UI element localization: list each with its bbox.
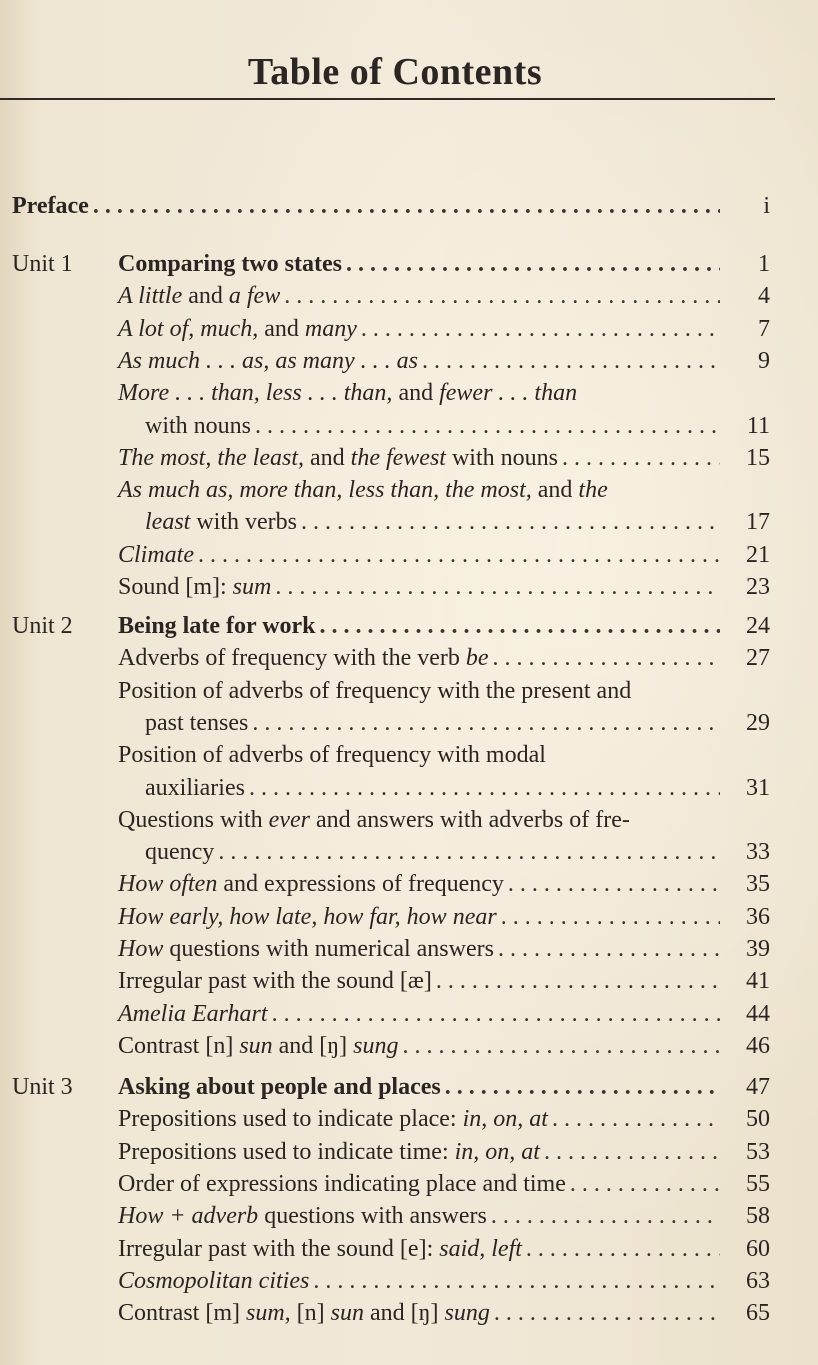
toc-row-entry <box>0 506 818 538</box>
dot-leader <box>493 642 720 674</box>
toc-row-entry <box>0 707 818 739</box>
page-number: 53 <box>746 1138 770 1165</box>
entry-text <box>118 868 724 900</box>
dot-leader <box>445 1071 720 1103</box>
entry-text <box>118 901 724 933</box>
toc-row-entry <box>0 474 818 506</box>
entry-label: A lot of, much, and many <box>118 315 357 342</box>
entry-label: More . . . than, less . . . than, and fewer . . . than <box>118 380 578 407</box>
unit-label: Unit 2 <box>12 613 73 639</box>
entry-label: Prepositions used to indicate time: in, on, at <box>118 1138 540 1165</box>
entry-label: Order of expressions indicating place and time <box>118 1170 566 1197</box>
page-number: 7 <box>758 315 770 342</box>
entry-text <box>118 313 724 345</box>
entry-text <box>145 506 724 538</box>
toc-row-entry <box>0 804 818 836</box>
toc-row-entry <box>0 539 818 571</box>
entry-text <box>118 474 724 506</box>
entry-label: past tenses <box>145 709 249 736</box>
entry-text <box>118 377 724 409</box>
page-number: 9 <box>758 347 770 374</box>
toc-row-preface <box>0 190 818 222</box>
dot-leader <box>313 1265 720 1297</box>
page-number: 11 <box>746 412 770 439</box>
entry-text <box>118 345 724 377</box>
toc-row-entry <box>0 280 818 312</box>
toc-row-entry <box>0 1168 818 1200</box>
page-number: 65 <box>746 1300 770 1327</box>
page-number: i <box>763 193 770 219</box>
entry-label: Irregular past with the sound [æ] <box>118 968 432 995</box>
toc-row-unit-heading <box>0 248 818 280</box>
toc-row-entry <box>0 868 818 900</box>
dot-leader <box>501 901 720 933</box>
entry-text <box>145 410 724 442</box>
entry-text <box>118 1168 724 1200</box>
toc-row-entry <box>0 442 818 474</box>
toc-row-entry <box>0 1136 818 1168</box>
entry-text <box>118 1297 724 1329</box>
toc-row-entry <box>0 410 818 442</box>
page-title: Table of Contents <box>247 51 543 93</box>
dot-leader <box>275 571 720 603</box>
page-number: 17 <box>746 509 770 536</box>
toc-row-entry <box>0 1030 818 1062</box>
entry-label: Asking about people and places <box>118 1074 441 1100</box>
entry-label: How early, how late, how far, how near <box>118 903 497 930</box>
toc-row-entry <box>0 313 818 345</box>
entry-text <box>118 1103 724 1135</box>
dot-leader <box>562 442 720 474</box>
page-number: 58 <box>746 1203 770 1230</box>
dot-leader <box>252 707 720 739</box>
entry-label: Adverbs of frequency with the verb be <box>118 645 489 672</box>
entry-label: with nouns <box>145 412 252 439</box>
dot-leader <box>361 313 720 345</box>
entry-text <box>145 772 724 804</box>
dot-leader <box>544 1136 720 1168</box>
dot-leader <box>255 410 720 442</box>
page-number: 24 <box>746 613 770 639</box>
dot-leader <box>284 280 720 312</box>
entry-label: quency <box>145 839 215 866</box>
dot-leader <box>93 190 720 222</box>
toc-row-entry <box>0 1103 818 1135</box>
entry-label: Amelia Earhart <box>118 1000 268 1027</box>
toc-row-unit-heading <box>0 1071 818 1103</box>
entry-label: Comparing two states <box>118 251 342 277</box>
entry-label: Preface <box>12 193 89 219</box>
page-number: 15 <box>746 444 770 471</box>
entry-label: Irregular past with the sound [e]: said, left <box>118 1235 522 1262</box>
entry-label: auxiliaries <box>145 774 245 801</box>
entry-label: Questions with ever and answers with adverbs of fre- <box>118 806 630 833</box>
dot-leader <box>526 1233 720 1265</box>
entry-label: How + adverb questions with answers <box>118 1203 487 1230</box>
toc-row-entry <box>0 1297 818 1329</box>
toc-row-unit-heading <box>0 610 818 642</box>
dot-leader <box>403 1030 720 1062</box>
entry-text <box>118 1030 724 1062</box>
page-number: 46 <box>746 1032 770 1059</box>
unit-label: Unit 1 <box>12 251 73 277</box>
page-number: 33 <box>746 839 770 866</box>
dot-leader <box>272 998 720 1030</box>
dot-leader <box>491 1200 720 1232</box>
entry-text <box>118 1233 724 1265</box>
page-number: 60 <box>746 1235 770 1262</box>
entry-text <box>118 804 724 836</box>
entry-text <box>118 998 724 1030</box>
entry-label: Contrast [n] sun and [ŋ] sung <box>118 1032 399 1059</box>
toc-row-entry <box>0 965 818 997</box>
entry-text <box>118 739 724 771</box>
page-number: 41 <box>746 968 770 995</box>
dot-leader <box>508 868 720 900</box>
page-number: 35 <box>746 871 770 898</box>
dot-leader <box>218 836 720 868</box>
entry-text <box>118 248 724 280</box>
toc-row-entry <box>0 642 818 674</box>
toc-row-entry <box>0 377 818 409</box>
toc-row-entry <box>0 1233 818 1265</box>
page-number: 55 <box>746 1170 770 1197</box>
toc-row-entry <box>0 901 818 933</box>
page-number: 27 <box>746 645 770 672</box>
unit-label: Unit 3 <box>12 1074 73 1100</box>
entry-label: Position of adverbs of frequency with modal <box>118 742 546 769</box>
entry-text <box>118 1200 724 1232</box>
entry-label: Sound [m]: sum <box>118 574 272 600</box>
page-number: 4 <box>758 283 770 310</box>
page-number: 47 <box>746 1074 770 1100</box>
entry-text <box>118 933 724 965</box>
page-number: 63 <box>746 1267 770 1294</box>
dot-leader <box>436 965 720 997</box>
entry-label: Prepositions used to indicate place: in, on, at <box>118 1106 548 1133</box>
dot-leader <box>570 1168 720 1200</box>
entry-label: As much as, more than, less than, the most, and the <box>118 477 608 504</box>
page-number: 39 <box>746 936 770 962</box>
toc-row-entry <box>0 998 818 1030</box>
entry-text <box>118 1136 724 1168</box>
toc-row-entry <box>0 836 818 868</box>
page-number: 1 <box>758 251 770 277</box>
entry-label: Climate <box>118 541 194 568</box>
toc-row-entry <box>0 1200 818 1232</box>
page-number: 29 <box>746 709 770 736</box>
dot-leader <box>552 1103 720 1135</box>
entry-text <box>118 610 724 642</box>
page-number: 21 <box>746 541 770 568</box>
toc-row-entry <box>0 933 818 965</box>
entry-label: How often and expressions of frequency <box>118 871 504 898</box>
dot-leader <box>498 933 720 965</box>
entry-text <box>145 707 724 739</box>
page-number: 31 <box>746 774 770 801</box>
entry-label: least with verbs <box>145 509 297 536</box>
toc-row-entry <box>0 345 818 377</box>
entry-text <box>118 1071 724 1103</box>
entry-text <box>12 190 724 222</box>
entry-label: As much . . . as, as many . . . as <box>118 347 418 374</box>
toc-row-entry <box>0 739 818 771</box>
page-number: 44 <box>746 1000 770 1027</box>
dot-leader <box>301 506 720 538</box>
entry-label: The most, the least, and the fewest with nouns <box>118 444 558 471</box>
entry-text <box>118 571 724 603</box>
entry-text <box>145 836 724 868</box>
page-number: 50 <box>746 1106 770 1133</box>
entry-text <box>118 280 724 312</box>
dot-leader <box>320 610 720 642</box>
entry-label: How questions with numerical answers <box>118 936 494 962</box>
entry-label: A little and a few <box>118 283 281 310</box>
entry-label: Contrast [m] sum, [n] sun and [ŋ] sung <box>118 1300 490 1327</box>
toc-row-entry <box>0 571 818 603</box>
toc-row-entry <box>0 675 818 707</box>
dot-leader <box>494 1297 720 1329</box>
entry-text <box>118 642 724 674</box>
entry-text <box>118 442 724 474</box>
entry-label: Cosmopolitan cities <box>118 1267 310 1294</box>
entry-text <box>118 675 724 707</box>
page-number: 36 <box>746 903 770 930</box>
dot-leader <box>249 772 720 804</box>
entry-label: Being late for work <box>118 613 316 639</box>
toc-row-entry <box>0 1265 818 1297</box>
dot-leader <box>346 248 720 280</box>
dot-leader <box>198 539 720 571</box>
entry-label: Position of adverbs of frequency with the present and <box>118 677 632 704</box>
page-number: 23 <box>746 574 770 600</box>
entry-text <box>118 539 724 571</box>
dot-leader <box>422 345 720 377</box>
toc-row-entry <box>0 772 818 804</box>
entry-text <box>118 1265 724 1297</box>
entry-text <box>118 965 724 997</box>
